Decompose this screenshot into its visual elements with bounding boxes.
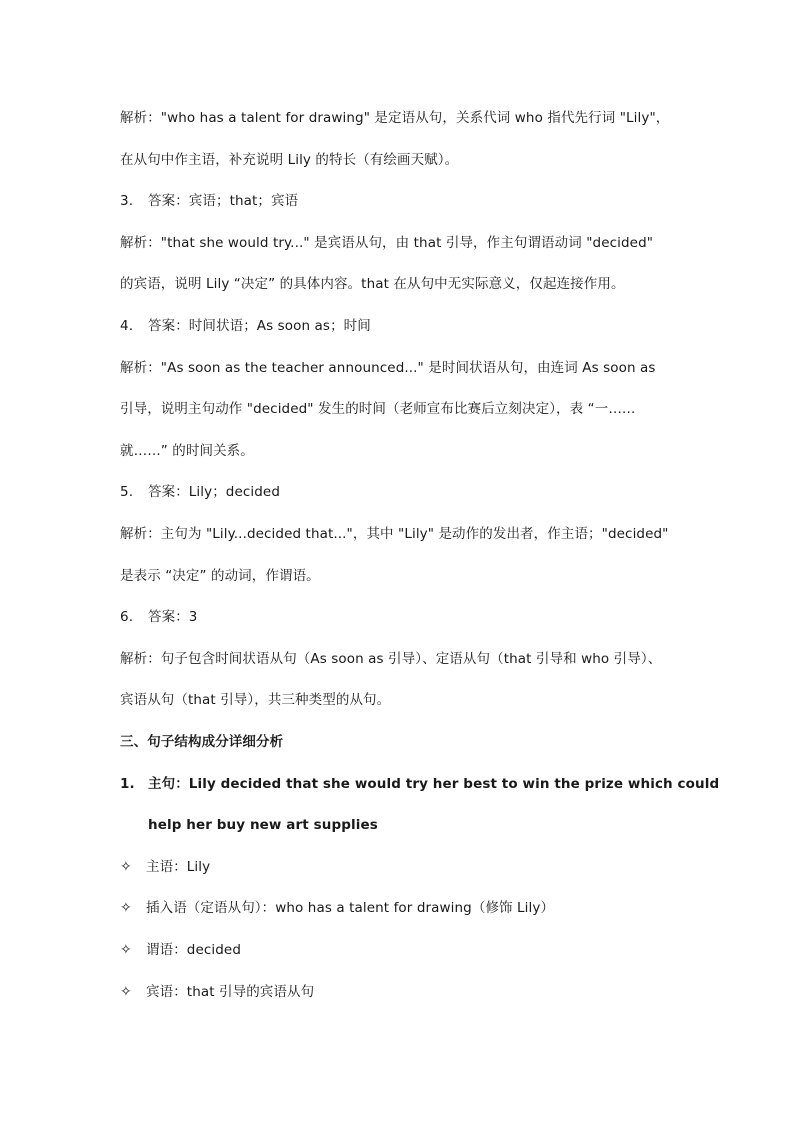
explanation-4-line-2: 引导，说明主句动作 "decided" 发生的时间（老师宣布比赛后立刻决定），表 “一…… [120, 401, 636, 417]
bullet-text: 插入语（定语从句）：who has a talent for drawing（修饰 Lily） [146, 900, 555, 916]
answer-4 [120, 316, 680, 336]
explanation-2-line-1: 解析："who has a talent for drawing" 是定语从句，关系代词 who 指代先行词 "Lily"， [120, 110, 670, 126]
bullet-item [120, 898, 680, 918]
explanation-3-line-2: 的宾语，说明 Lily “决定” 的具体内容。that 在从句中无实际意义，仅起连接作用。 [120, 276, 625, 292]
bullet-item [120, 940, 680, 960]
answer-3-text: 答案：宾语；that；宾语 [148, 193, 299, 209]
answer-4-number: 4. [120, 318, 134, 334]
explanation-5-line-1: 解析：主句为 "Lily...decided that..."，其中 "Lily" 是动作的发出者，作主语；"decided" [120, 526, 669, 542]
explanation-4-line-1: 解析："As soon as the teacher announced..." 是时间状语从句，由连词 As soon as [120, 360, 656, 376]
explanation-6-line-2: 宾语从句（that 引导），共三种类型的从句。 [120, 692, 391, 708]
sparkle-icon: ✧ [120, 984, 132, 1000]
answer-6-number: 6. [120, 609, 134, 625]
main-clause-line-2: help her buy new art supplies [148, 817, 378, 833]
main-clause-text: 主句：Lily decided that she would try her best to win the prize which could [148, 776, 720, 792]
explanation-3-line-1: 解析："that she would try..." 是宾语从句，由 that 引导，作主句谓语动词 "decided" [120, 235, 654, 251]
section-title: 三、句子结构成分详细分析 [120, 734, 284, 750]
bullet-item [120, 857, 680, 877]
bullet-text: 主语：Lily [146, 859, 211, 875]
explanation-6-line-1: 解析：句子包含时间状语从句（As soon as 引导）、定语从句（that 引导和 who 引导）、 [120, 651, 662, 667]
answer-5-text: 答案：Lily；decided [148, 484, 281, 500]
bullet-text: 谓语：decided [146, 942, 241, 958]
bullet-text: 宾语：that 引导的宾语从句 [146, 984, 315, 1000]
answer-6-text: 答案：3 [148, 609, 198, 625]
sparkle-icon: ✧ [120, 942, 132, 958]
answer-5-number: 5. [120, 484, 134, 500]
answer-3-number: 3. [120, 193, 134, 209]
answer-6 [120, 607, 680, 627]
bullet-item [120, 982, 680, 1002]
answer-5 [120, 482, 680, 502]
main-clause-number: 1. [120, 776, 135, 792]
explanation-5-line-2: 是表示 “决定” 的动词，作谓语。 [120, 568, 320, 584]
main-clause-line-1 [120, 774, 720, 794]
sparkle-icon: ✧ [120, 859, 132, 875]
answer-4-text: 答案：时间状语；As soon as；时间 [148, 318, 371, 334]
answer-3 [120, 191, 680, 211]
sparkle-icon: ✧ [120, 900, 132, 916]
explanation-2-line-2: 在从句中作主语，补充说明 Lily 的特长（有绘画天赋）。 [120, 152, 459, 168]
explanation-4-line-3: 就……” 的时间关系。 [120, 443, 254, 459]
